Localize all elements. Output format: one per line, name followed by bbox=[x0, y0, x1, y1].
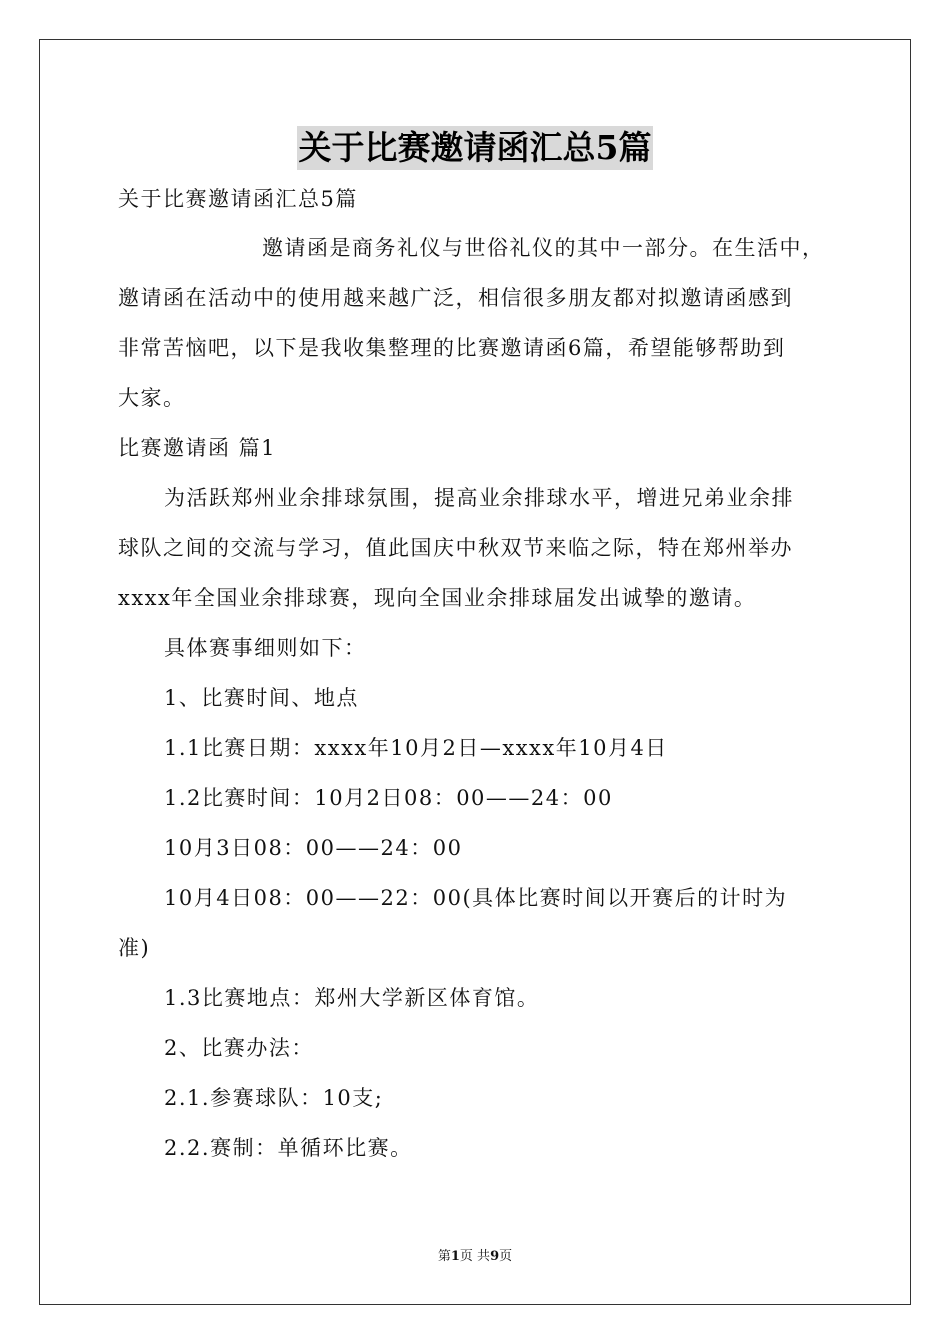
subtitle-line: 关于比赛邀请函汇总5篇 bbox=[118, 187, 358, 211]
list-item: 10月4日08：00——22：00(具体比赛时间以开赛后的计时为 bbox=[164, 886, 788, 910]
paragraph-line: 邀请函在活动中的使用越来越广泛，相信很多朋友都对拟邀请函感到 bbox=[118, 286, 793, 310]
list-item: 1.3比赛地点：郑州大学新区体育馆。 bbox=[164, 986, 540, 1010]
list-item: 10月3日08：00——24：00 bbox=[164, 836, 463, 860]
list-item: 1、比赛时间、地点 bbox=[164, 686, 359, 710]
page-border bbox=[39, 39, 911, 1305]
paragraph-line: 非常苦恼吧，以下是我收集整理的比赛邀请函6篇，希望能够帮助到 bbox=[118, 336, 786, 360]
list-item: 2.2.赛制：单循环比赛。 bbox=[164, 1136, 413, 1160]
document-title: 关于比赛邀请函汇总5篇 bbox=[297, 126, 654, 170]
footer-prefix: 第 bbox=[437, 1249, 451, 1264]
footer-suffix: 页 bbox=[499, 1249, 513, 1264]
list-item: 2、比赛办法： bbox=[164, 1036, 314, 1060]
footer-page-current: 1 bbox=[450, 1249, 460, 1264]
paragraph-line: 具体赛事细则如下： bbox=[164, 636, 367, 660]
paragraph-line: 为活跃郑州业余排球氛围，提高业余排球水平，增进兄弟业余排 bbox=[164, 486, 794, 510]
paragraph-line: 邀请函是商务礼仪与世俗礼仪的其中一部分。在生活中， bbox=[262, 236, 825, 260]
paragraph-line: 球队之间的交流与学习，值此国庆中秋双节来临之际，特在郑州举办 bbox=[118, 536, 793, 560]
paragraph-line: xxxx年全国业余排球赛，现向全国业余排球届发出诚挚的邀请。 bbox=[118, 586, 757, 610]
list-item: 1.1比赛日期：xxxx年10月2日—xxxx年10月4日 bbox=[164, 736, 668, 760]
title-container bbox=[0, 126, 950, 170]
footer-page-total: 9 bbox=[490, 1249, 500, 1264]
list-item: 准) bbox=[118, 936, 151, 960]
list-item: 1.2比赛时间：10月2日08：00——24：00 bbox=[164, 786, 613, 810]
page-footer bbox=[0, 1248, 950, 1266]
paragraph-line: 大家。 bbox=[118, 386, 186, 410]
footer-mid: 页 共 bbox=[459, 1249, 491, 1264]
section-heading: 比赛邀请函 篇1 bbox=[118, 436, 277, 460]
list-item: 2.1.参赛球队：10支; bbox=[164, 1086, 384, 1110]
